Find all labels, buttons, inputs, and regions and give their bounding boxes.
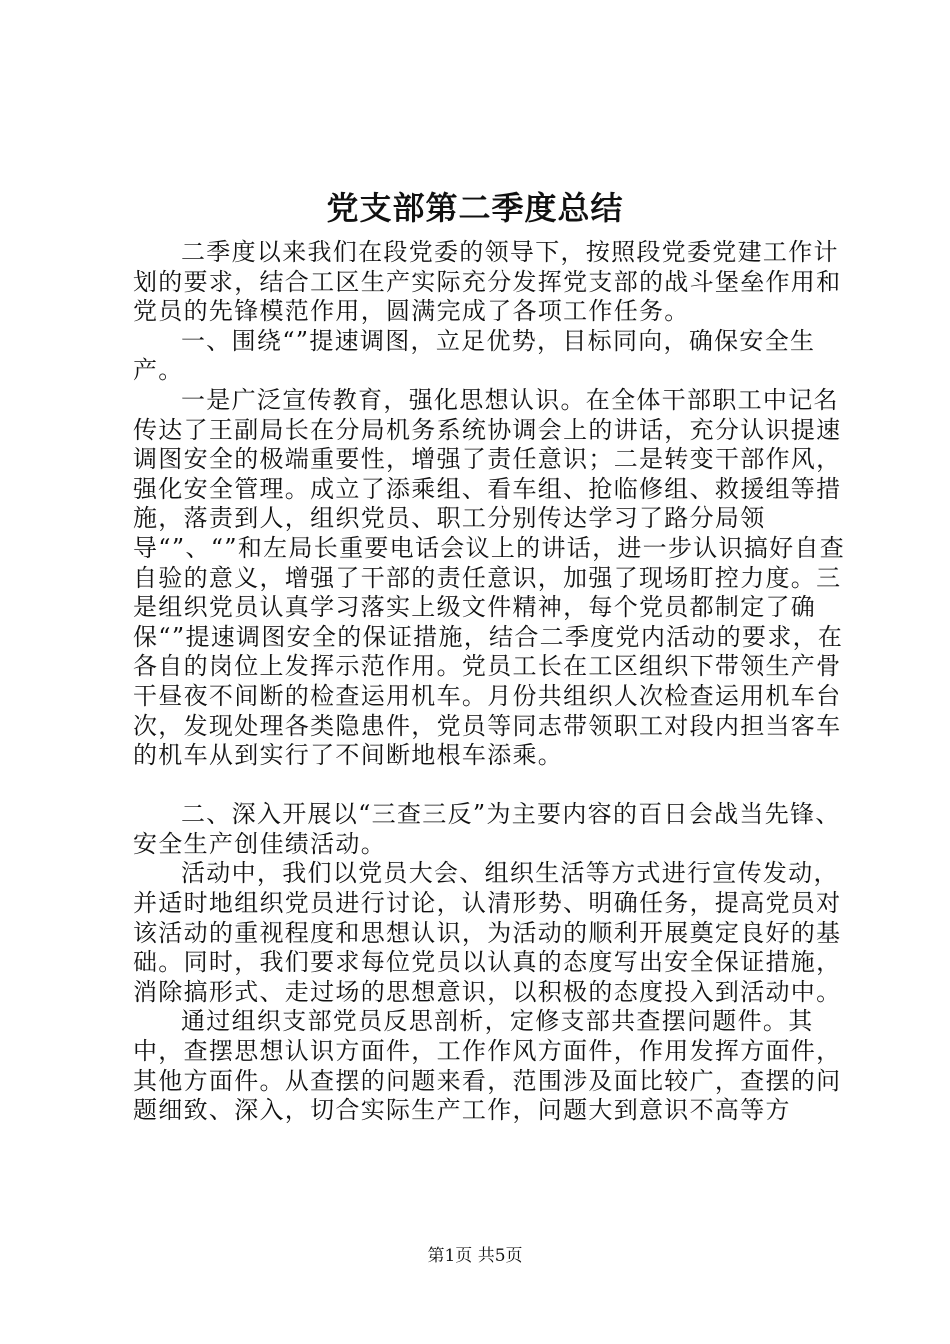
document-title: 党支部第二季度总结 — [326, 189, 624, 227]
paragraph-section-1-body: 一是广泛宣传教育，强化思想认识。在全体干部职工中记名传达了王副局长在分局机务系统协调会上的讲话，充分认识提速调图安全的极端重要性，增强了责任意识；二是转变干部作风，强化安全管理。成立了添乘组、看车组、抢临修组、救援组等措施，落责到人，组织党员、职工分别传达学习了路分局领导“”、“”和左局长重要电话会议上的讲话，进一步认识搞好自查自验的意义，增强了干部的责任意识，加强了现场盯控力度。三是组织党员认真学习落实上级文件精神，每个党员都制定了确保“”提速调图安全的保证措施，结合二季度党内活动的要求，在各自的岗位上发挥示范作用。党员工长在工区组织下带领生产骨干昼夜不间断的检查运用机车。月份共组织人次检查运用机车台次，发现处理各类隐患件，党员等同志带领职工对段内担当客车的机车从到实行了不间断地根车添乘。 — [133, 385, 846, 770]
section-heading-1: 一、围绕“”提速调图，立足优势，目标同向，确保安全生产。 — [133, 326, 816, 385]
page-number: 第1页 共5页 — [427, 1246, 523, 1266]
paragraph-activity: 活动中，我们以党员大会、组织生活等方式进行宣传发动，并适时地组织党员进行讨论，认清形势、明确任务，提高党员对该活动的重视程度和思想认识，为活动的顺利开展奠定良好的基础。同时，我们要求每位党员以认真的态度写出安全保证措施，消除搞形式、走过场的思想意识，以积极的态度投入到活动中。 — [133, 859, 842, 1006]
section-heading-2: 二、深入开展以“三查三反”为主要内容的百日会战当先锋、安全生产创佳绩活动。 — [133, 800, 841, 858]
document-body — [133, 238, 853, 1126]
paragraph-intro: 二季度以来我们在段党委的领导下，按照段党委党建工作计划的要求，结合工区生产实际充分发挥党支部的战斗堡垒作用和党员的先锋模范作用，圆满完成了各项工作任务。 — [133, 238, 842, 326]
paragraph-review: 通过组织支部党员反思剖析，定修支部共查摆问题件。其中，查摆思想认识方面件，工作作风方面件，作用发挥方面件，其他方面件。从查摆的问题来看，范围涉及面比较广，查摆的问题细致、深入，切合实际生产工作，问题大到意识不高等方 — [133, 1007, 842, 1125]
